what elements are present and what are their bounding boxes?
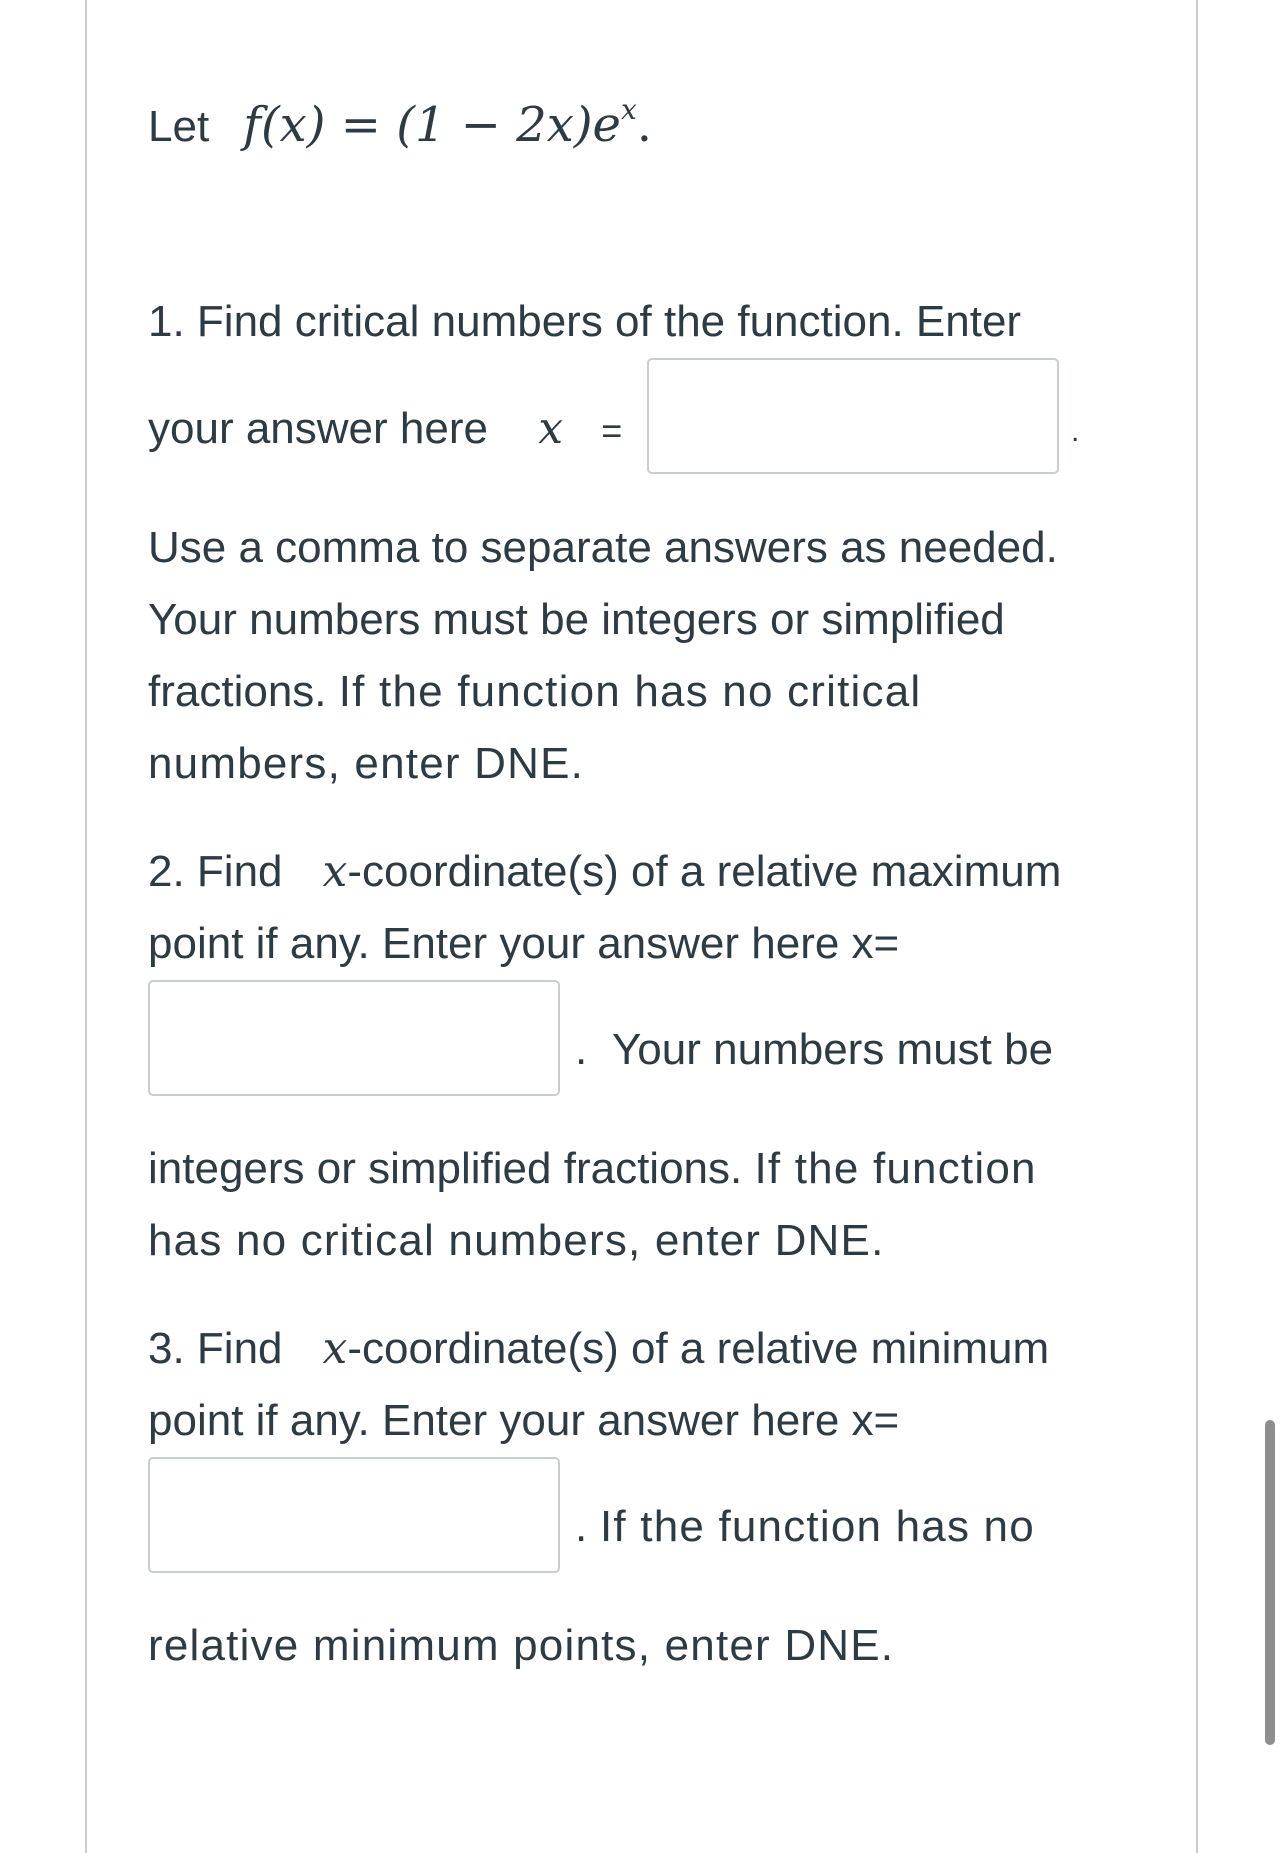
q1-equals: = xyxy=(601,410,623,451)
q1-answer-label: your answer here xyxy=(148,404,488,453)
q1-note3b: If the function has no critical xyxy=(338,667,922,716)
q3-line2: point if any. Enter your answer here x= xyxy=(148,1396,900,1445)
q1-line2 xyxy=(148,403,622,457)
function-definition xyxy=(148,80,653,153)
function-formula xyxy=(243,93,653,153)
q2-line4 xyxy=(148,1143,1037,1195)
q3-answer-input[interactable] xyxy=(148,1457,560,1573)
let-label: Let xyxy=(148,102,210,151)
formula-exponent: x xyxy=(620,93,637,126)
formula-equals: = xyxy=(340,97,381,153)
q1-line1: 1. Find critical numbers of the function. Enter xyxy=(148,297,1022,346)
scrollbar-thumb[interactable] xyxy=(1265,1420,1275,1745)
q1-after-input: . xyxy=(1071,415,1080,448)
q2-line4b: If the function xyxy=(754,1144,1037,1193)
q3-after-text: If the function has no xyxy=(600,1502,1035,1551)
q2-suffix: -coordinate(s) of a relative maximum xyxy=(347,847,1062,896)
q2-line5 xyxy=(148,1215,885,1267)
q3-line4 xyxy=(148,1620,894,1672)
formula-lhs: f(x) xyxy=(243,97,326,153)
q3-prefix: 3. Find xyxy=(148,1324,283,1373)
q3-after-input: . xyxy=(575,1502,588,1551)
q1-note4-text: numbers, enter DNE. xyxy=(148,739,585,788)
q2-after-input: . xyxy=(575,1025,588,1074)
q1-variable: x xyxy=(538,403,564,454)
q3-suffix: -coordinate(s) of a relative minimum xyxy=(347,1324,1050,1373)
q1-answer-input[interactable] xyxy=(647,358,1059,474)
q1-note1: Use a comma to separate answers as needed. xyxy=(148,523,1058,572)
q2-prefix: 2. Find xyxy=(148,847,283,896)
q2-line4a: integers or simplified fractions. xyxy=(148,1144,743,1193)
formula-period: . xyxy=(636,97,653,153)
q2-after-text: Your numbers must be xyxy=(612,1025,1054,1074)
q1-note3a: fractions. xyxy=(148,667,327,716)
q1-note2: Your numbers must be integers or simplified xyxy=(148,595,1005,644)
q3-variable: x xyxy=(322,1323,348,1374)
q2-answer-input[interactable] xyxy=(148,980,560,1096)
q2-line5-text: has no critical numbers, enter DNE. xyxy=(148,1216,885,1265)
q2-variable: x xyxy=(322,846,348,897)
formula-rhs: (1 − 2x)e xyxy=(396,97,621,153)
q1-note3 xyxy=(148,666,921,718)
q3-line4-text: relative minimum points, enter DNE. xyxy=(148,1621,895,1670)
q1-note4 xyxy=(148,738,584,790)
q2-line1 xyxy=(148,846,1061,898)
q3-line1 xyxy=(148,1323,1049,1375)
q2-line2: point if any. Enter your answer here x= xyxy=(148,919,900,968)
